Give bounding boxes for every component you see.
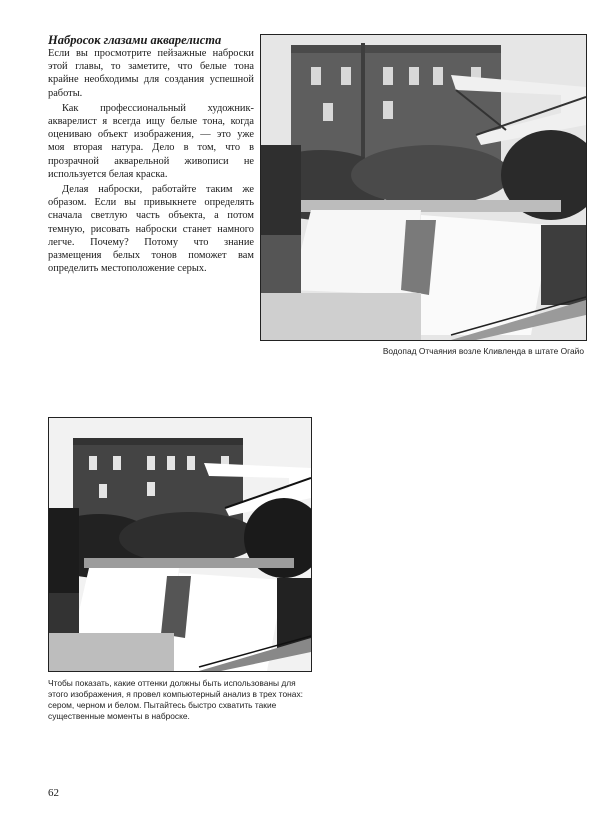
- paragraph-3: Делая наброски, работайте таким же образом. Если вы привыкнете определять сначала светлую часть объекта, а потом темную, рисовать наброски станет намного легче. Почему? Потому что знание размещения белых тонов поможет вам определить местоположение серых.: [48, 184, 254, 275]
- paragraph-1: Если вы просмотрите пейзажные наброски этой главы, то заметите, что белые тона крайне необходимы для создания успешной работы.: [48, 48, 254, 99]
- paragraph-2: Как профессиональный художник-акварелист я всегда ищу белые тона, когда оцениваю объект изображения, — это уже моя вторая натура. Дело в том, что в прозрачной акварельной живописи не используется белая краска.: [48, 102, 254, 180]
- three-tone-analysis-photo: [48, 417, 312, 672]
- article-body: [48, 47, 254, 277]
- waterfall-photo: [260, 34, 587, 341]
- photo-1-caption: Водопад Отчаяния возле Кливленда в штате Огайо: [382, 346, 584, 356]
- page-number: 62: [48, 787, 59, 799]
- article-heading: Набросок глазами акварелиста: [48, 33, 222, 47]
- photo-2-caption: Чтобы показать, какие оттенки должны быть использованы для этого изображения, я провел компьютерный анализ в трех тонах: сером, черном и белом. Пытайтесь быстро схватить такие существенные моменты в наброске.: [48, 678, 303, 721]
